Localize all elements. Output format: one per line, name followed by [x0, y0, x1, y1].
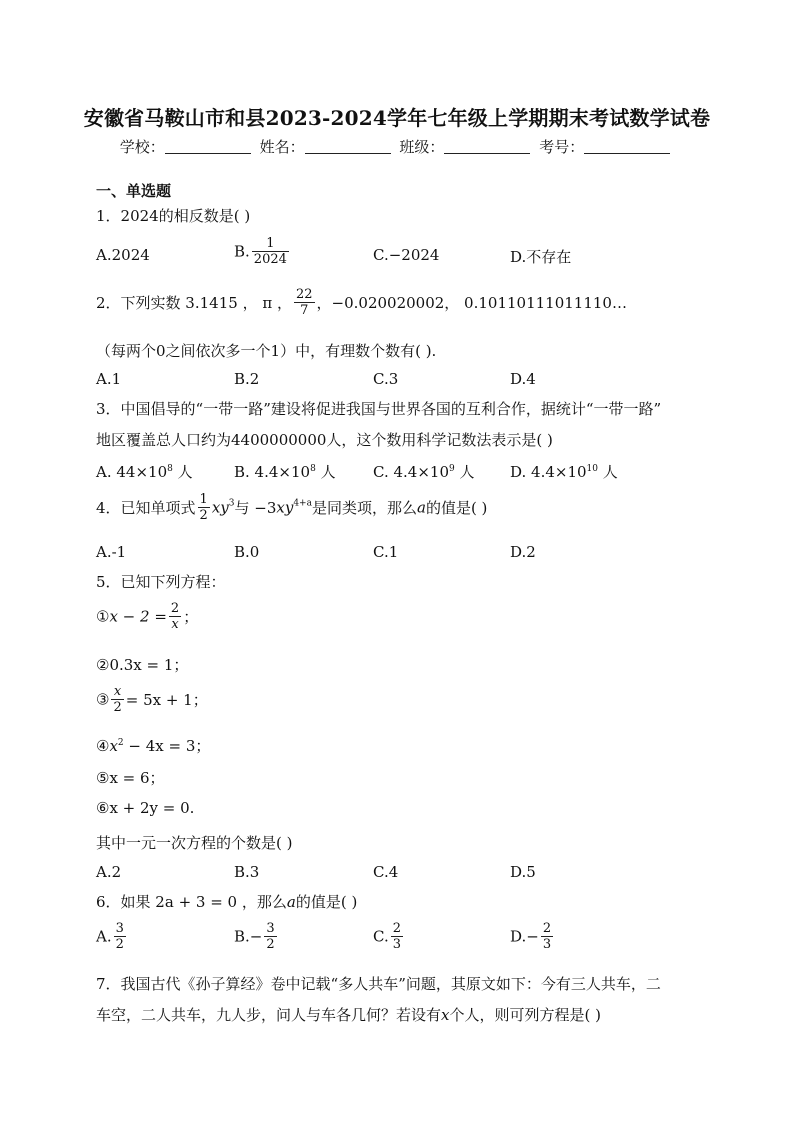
question-4-option-d: D.2 [510, 543, 536, 561]
question-3-option-d: D. $4.4\times 10^{10}$ 人 [510, 463, 618, 481]
question-1-stem: 1．2024的相反数是( ) [96, 207, 251, 225]
question-2-option-a: A.1 [96, 370, 122, 388]
exam-number-label: 考号： [539, 138, 585, 156]
question-1-option-d: D.不存在 [510, 248, 572, 266]
question-6-option-d: D.− $\frac{2}{3}$ [510, 921, 552, 952]
equation-4: $④x^2 - 4x = 3$； [96, 737, 211, 755]
exam-title: 安徽省马鞍山市和县2023-2024学年七年级上学期期末考试数学试卷 [83, 106, 711, 130]
question-5-stem: 5．已知下列方程： [96, 573, 226, 591]
student-info-line [0, 136, 794, 157]
question-5-prompt: 其中一元一次方程的个数是( ) [96, 834, 293, 852]
school-label: 学校： [119, 138, 165, 156]
name-label: 姓名： [259, 138, 305, 156]
question-4-option-a: A.-1 [96, 543, 127, 561]
question-3-option-a: A. $44\times 10^8$ 人 [96, 463, 193, 481]
name-blank[interactable] [305, 139, 391, 154]
exam-number-blank[interactable] [584, 139, 670, 154]
equation-1: ①x − 2 = $\frac{2}{x}$ ； [96, 601, 199, 632]
question-3-line-2: 地区覆盖总人口约为4400000000人，这个数用科学记数法表示是( ) [96, 431, 553, 449]
question-3-option-c: C. $4.4\times 10^9$ 人 [373, 463, 475, 481]
question-3-line-1: 3．中国倡导的“一带一路”建设将促进我国与世界各国的互利合作，据统计“一带一路” [96, 400, 662, 418]
equation-5: ⑤x = 6； [96, 769, 165, 787]
question-1-option-a: A.2024 [96, 246, 150, 264]
question-6-option-b: B.− $\frac{3}{2}$ [234, 921, 275, 952]
school-blank[interactable] [165, 139, 251, 154]
question-2-line-1: 2．下列实数 3.1415 ， π ， $\frac{22}{7}$ ，−0.020020002， 0.10110111011110… [96, 287, 627, 318]
question-3-option-b: B. $4.4\times 10^8$ 人 [234, 463, 336, 481]
equation-6: ⑥x + 2y = 0. [96, 799, 195, 817]
class-blank[interactable] [444, 139, 530, 154]
question-7-line-2: 车空，二人共车，九人步，问人与车各几何？若设有x个人，则可列方程是( ) [96, 1006, 601, 1024]
question-2-option-b: B.2 [234, 370, 260, 388]
question-2-line-2: （每两个0之间依次多一个1）中，有理数个数有( ). [96, 342, 437, 360]
question-5-option-d: D.5 [510, 863, 536, 881]
question-5-option-c: C.4 [373, 863, 399, 881]
question-4-stem: 4．已知单项式 $\frac{1}{2}$ $xy^3$与 $-3xy^{4+a}$是同类项，那么a的值是( ) [96, 492, 488, 523]
equation-2: ②0.3x = 1； [96, 656, 189, 674]
question-7-line-1: 7．我国古代《孙子算经》卷中记载“多人共车”问题，其原文如下：今有三人共车，二 [96, 975, 661, 993]
equation-3: ③ $\frac{x}{2}$ = 5x + 1； [96, 684, 208, 715]
question-1-option-c: C.−2024 [373, 246, 440, 264]
question-4-option-b: B.0 [234, 543, 260, 561]
class-label: 班级： [399, 138, 445, 156]
question-6-option-c: C. $\frac{2}{3}$ [373, 921, 401, 952]
question-6-stem: 6．如果 2a + 3 = 0 ，那么a的值是( ) [96, 893, 358, 911]
question-5-option-a: A.2 [96, 863, 122, 881]
question-6-option-a: A. $\frac{3}{2}$ [96, 921, 124, 952]
question-4-option-c: C.1 [373, 543, 399, 561]
question-5-option-b: B.3 [234, 863, 260, 881]
question-2-option-c: C.3 [373, 370, 399, 388]
question-1-option-b: B. $\frac{1}{2024}$ [234, 236, 287, 267]
question-2-option-d: D.4 [510, 370, 536, 388]
section-heading: 一、单选题 [96, 182, 172, 200]
